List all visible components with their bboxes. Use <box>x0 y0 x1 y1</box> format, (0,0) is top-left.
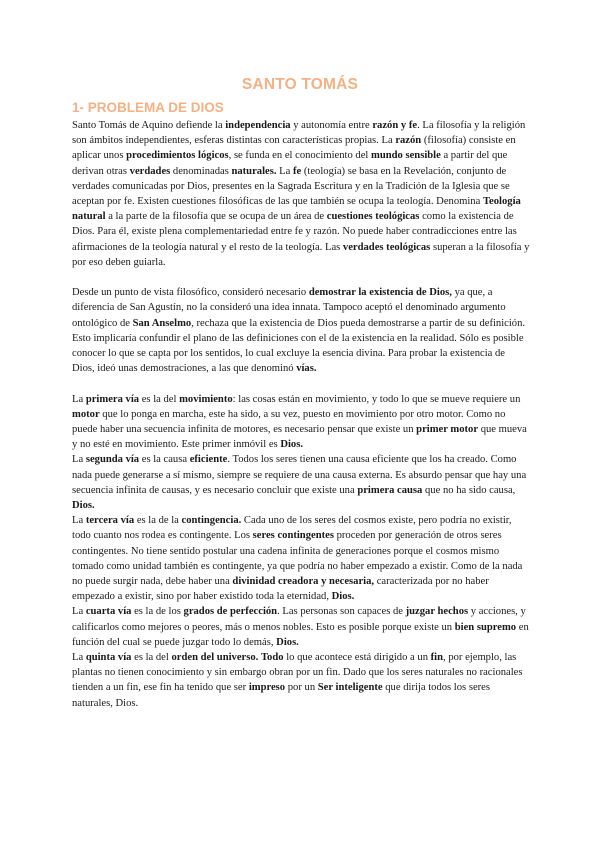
bold-text-run: grados de perfección <box>183 606 278 618</box>
bold-text-run: vías. <box>296 363 317 375</box>
bold-text-run: segunda vía <box>85 454 140 466</box>
bold-text-run: Dios. <box>280 439 303 451</box>
bold-text-run: razón <box>395 135 422 147</box>
text-run: proceden por generación de otros seres contingentes. No tiene sentido postular una cadena infinita de generaciones porque el cosmos mismo tomado como unidad también es contingente, ya que podría no haber empezado a existir. Como de la nada no puede surgir nada, debe haber una <box>72 530 523 588</box>
text-run: La <box>72 454 86 466</box>
text-run: en función del cual se puede juzgar todo lo demás, <box>72 621 529 648</box>
bold-text-run: verdades teológicas <box>342 241 431 253</box>
bold-text-run: divinidad creadora y necesaria, <box>232 576 375 588</box>
paragraph <box>72 513 530 604</box>
text-run: que mueva y no esté en movimiento. Este primer inmóvil es <box>72 424 527 451</box>
paragraph <box>72 118 530 270</box>
paragraph <box>72 392 530 453</box>
text-run: es la del <box>139 393 180 405</box>
bold-text-run: impreso <box>248 682 286 694</box>
bold-text-run: motor <box>72 408 100 420</box>
text-run: como la existencia de Dios. Para él, existe plena complementariedad entre fe y razón. No puede haber contradicciones entre las afirmaciones de la teología natural y el resto de la teología. Las <box>72 211 517 253</box>
text-run: por un <box>285 682 318 694</box>
bold-text-run: fin <box>430 652 444 664</box>
bold-text-run: eficiente <box>189 454 228 466</box>
bold-text-run: Dios. <box>72 500 95 512</box>
bold-text-run: San Anselmo <box>132 317 192 329</box>
bold-text-run: juzgar hechos <box>405 606 469 618</box>
text-run: y autonomía entre <box>290 120 373 131</box>
page-title: SANTO TOMÁS <box>241 76 359 93</box>
bold-text-run: Todo <box>260 652 284 664</box>
bold-text-run: primera causa <box>357 484 423 496</box>
text-run: La <box>72 393 86 405</box>
paragraph <box>72 452 530 513</box>
text-run: que dirija todos los seres naturales, Dios. <box>72 682 491 709</box>
text-run: ya que, a diferencia de San Agustín, no la consideró una idea innata. Tampoco aceptó el denominado argumento ontológico de <box>72 287 506 329</box>
bold-text-run: Ser inteligente <box>317 682 383 694</box>
text-run: La <box>276 165 293 177</box>
paragraph <box>72 604 530 650</box>
bold-text-run: quinta vía <box>85 652 132 664</box>
bold-text-run: fe <box>292 165 302 177</box>
text-run: La <box>72 515 86 527</box>
bold-text-run: primera vía <box>85 393 140 405</box>
text-run: lo que acontece está dirigido a un <box>283 652 431 664</box>
text-run: superan a la filosofía y por eso deben guiarla. <box>72 241 530 268</box>
text-run: La <box>72 606 86 618</box>
text-run: denominadas <box>170 165 232 177</box>
text-run: (teología) se basa en la Revelación, conjunto de verdades comunicadas por Dios, presentes en la Sagrada Escritura y en la Tradición de la Iglesia que se aceptan por fe. Existen cuestiones filosóficas de las que también se ocupa la teología. Denomina <box>72 165 510 208</box>
text-run: (filosofía) consiste en aplicar unos <box>72 135 516 162</box>
bold-text-run: independencia <box>225 120 291 131</box>
text-run: es la causa <box>139 454 190 466</box>
text-run: a partir del que derivan otras <box>72 150 508 177</box>
text-run: Santo Tomás de Aquino defiende la <box>72 120 226 131</box>
paragraph <box>72 285 530 376</box>
bold-text-run: cuarta vía <box>85 606 132 618</box>
bold-text-run: razón y fe <box>372 120 418 131</box>
bold-text-run: Dios. <box>331 591 355 603</box>
text-run: caracterizada por no haber empezado a existir, sino por haber existido toda la eternidad, <box>72 576 489 603</box>
text-run: Desde un punto de vista filosófico, consideró necesario <box>72 287 309 299</box>
bold-text-run: naturales. <box>231 165 277 177</box>
bold-text-run: seres contingentes <box>252 530 334 542</box>
text-run: . Todos los seres tienen una causa eficiente que los ha creado. Como nada puede generarse a sí mismo, siempre se requiere de una causa externa. Es absurdo pensar que hay una secuencia infinita de causas, y es necesario concluir que existe una <box>72 454 527 496</box>
bold-text-run: mundo sensible <box>371 150 441 162</box>
bold-text-run: contingencia. <box>181 515 242 527</box>
bold-text-run: movimiento <box>179 393 233 405</box>
text-run: a la parte de la filosofía que se ocupa de un área de <box>105 211 327 223</box>
bold-text-run: tercera vía <box>85 515 135 527</box>
section-heading: 1- PROBLEMA DE DIOS <box>72 100 224 115</box>
document-body <box>72 118 530 711</box>
paragraph <box>72 650 530 711</box>
bold-text-run: Dios. <box>276 636 299 648</box>
text-run: . Las personas son capaces de <box>277 606 406 618</box>
text-run: es la de los <box>131 606 184 618</box>
text-run: Cada uno de los seres del cosmos existe, pero podría no existir, todo cuanto nos rodea es contingente. Los <box>72 515 512 542</box>
bold-text-run: verdades <box>129 165 171 177</box>
text-run: La <box>72 652 86 664</box>
bold-text-run: primer motor <box>416 424 479 436</box>
bold-text-run: Teología natural <box>72 196 521 223</box>
text-run: y acciones, y calificarlos como mejores o peores, más o menos nobles. Esto es posible porque existe un <box>72 606 526 633</box>
bold-text-run: cuestiones teológicas <box>326 211 420 223</box>
text-run: : las cosas están en movimiento, y todo lo que se mueve requiere un <box>232 393 521 405</box>
text-run: es la del <box>131 652 172 664</box>
text-run: . La filosofía y la religión son ámbitos independientes, esferas distintas con características propias. La <box>72 120 526 147</box>
bold-text-run: procedimientos lógicos <box>126 150 229 162</box>
text-run: , se funda en el conocimiento del <box>228 150 372 162</box>
text-run: que no ha sido causa, <box>422 484 516 496</box>
text-run: es la de la <box>134 515 182 527</box>
bold-text-run: orden del universo. <box>171 652 259 664</box>
bold-text-run: bien supremo <box>454 621 517 633</box>
text-run: que lo ponga en marcha, este ha sido, a su vez, puesto en movimiento por otro motor. Como no puede haber una secuencia infinita de motores, es necesario pensar que existe un <box>72 408 506 436</box>
bold-text-run: demostrar la existencia de Dios, <box>308 287 452 299</box>
text-run: , por ejemplo, las plantas no tienen conocimiento y sin embargo obran por un fin. Dado que los seres naturales no racionales tienden a un fin, ese fin ha tenido que ser <box>72 652 523 694</box>
text-run: , rechaza que la existencia de Dios pueda demostrarse a partir de su definición. Esto implicaría confundir el plano de las definiciones con el de la existencia en la realidad. Sólo es posible conocer lo que se capta por los sentidos, lo cual excluye la esencia divina. Para probar la existencia de Dios, ideó unas demostraciones, a las que denominó <box>72 317 526 375</box>
